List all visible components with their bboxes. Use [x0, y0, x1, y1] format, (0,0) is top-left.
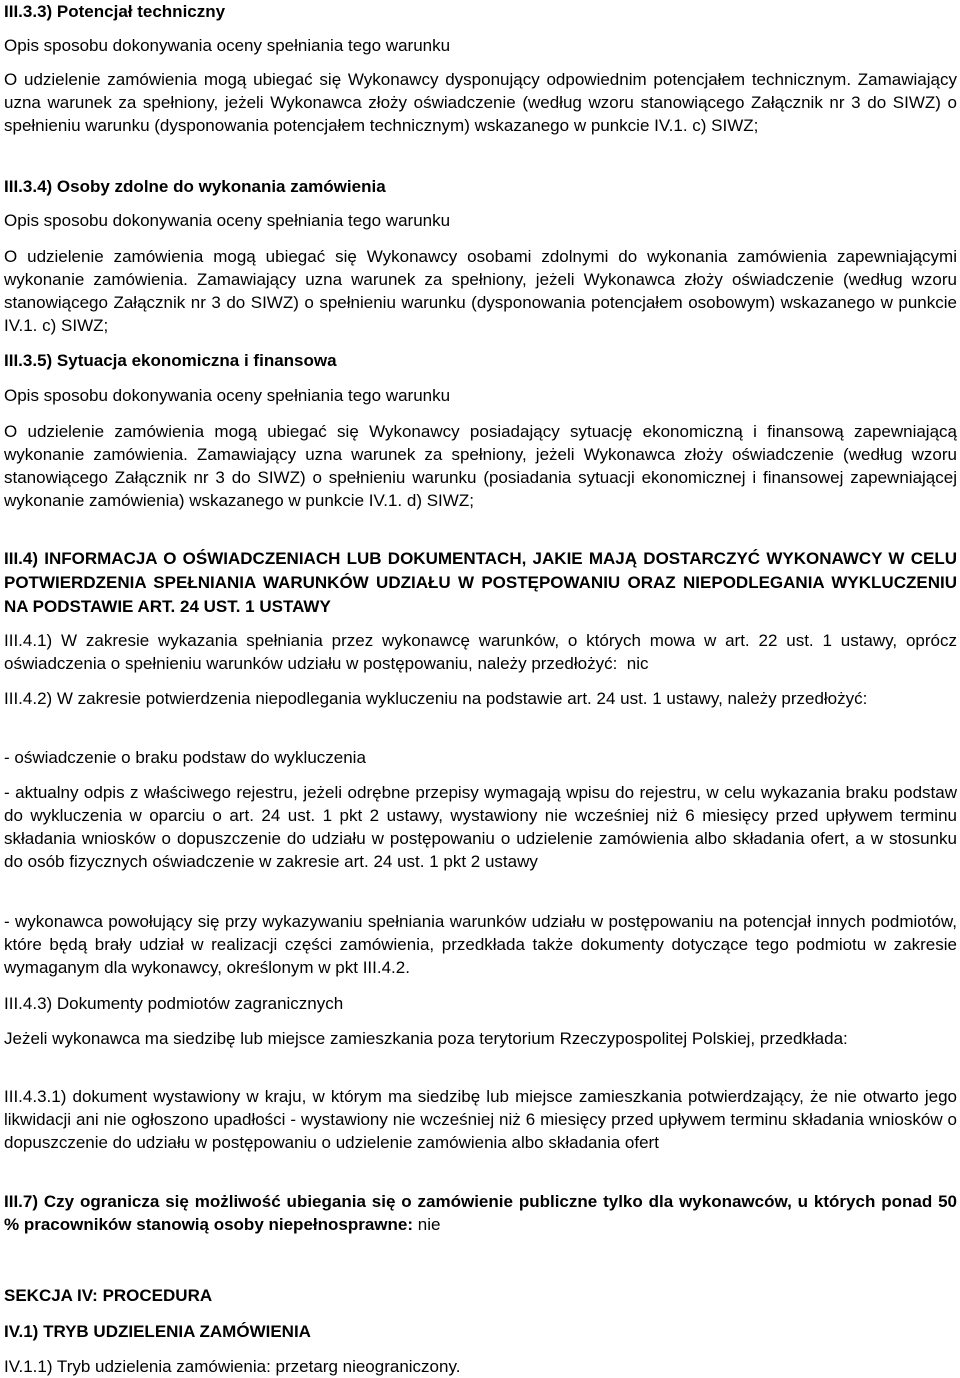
list-item: - wykonawca powołujący się przy wykazywaniu spełniania warunków udziału w postępowaniu na potencjał innych podmiotów, które będą brały udział w realizacji części zamówienia, przedkłada także dokumenty dotyczące tego podmiotu w zakresie wymaganym dla wykonawcy, określonym w pkt III.4.2. [4, 912, 957, 977]
section-body: O udzielenie zamówienia mogą ubiegać się Wykonawcy dysponujący odpowiednim potencjałem technicznym. Zamawiający uzna warunek za spełniony, jeżeli Wykonawca złoży oświadczenie (według wzoru stanowiącego Załącznik nr 3 do SIWZ) o spełnieniu warunku (dysponowania potencjałem technicznym) wskazanego w punkcie IV.1. c) SIWZ; [4, 70, 957, 135]
section-heading-iii-4: III.4) INFORMACJA O OŚWIADCZENIACH LUB DOKUMENTACH, JAKIE MAJĄ DOSTARCZYĆ WYKONAWCY W CELU POTWIERDZENIA SPEŁNIANIA WARUNKÓW UDZIAŁU W POSTĘPOWANIU ORAZ NIEPODLEGANIA WYKLUCZENIU NA PODSTAWIE ART. 24 UST. 1 USTAWY [4, 549, 957, 616]
section-heading-iii-3-3 [4, 0, 957, 23]
paragraph-iii-4-1: III.4.1) W zakresie wykazania spełniania przez wykonawcę warunków, o których mowa w art. 22 ust. 1 ustawy, oprócz oświadczenia o spełnieniu warunków udziału w postępowaniu, należy przedłożyć: nic [4, 631, 957, 673]
section-body: O udzielenie zamówienia mogą ubiegać się Wykonawcy posiadający sytuację ekonomiczną i finansową zapewniającą wykonanie zamówienia. Zamawiający uzna warunek za spełniony, jeżeli Wykonawca złoży oświadczenie (według wzoru stanowiącego Załącznik nr 3 do SIWZ) o spełnieniu warunku (posiadania sytuacji ekonomicznej i finansowej zapewniającej wykonanie zamówienia) wskazanego w punkcie IV.1. d) SIWZ; [4, 422, 957, 510]
section-title: Osoby zdolne do wykonania zamówienia [56, 177, 386, 196]
paragraph-iii-7: III.7) Czy ogranicza się możliwość ubiegania się o zamówienie publiczne tylko dla wykonawców, u których ponad 50 % pracowników stanowią osoby niepełnosprawne: nie [4, 1192, 957, 1234]
section-title: Potencjał techniczny [56, 2, 226, 21]
section-heading-iv-1: IV.1) TRYB UDZIELENIA ZAMÓWIENIA [4, 1322, 311, 1341]
section-number: III.3.3) [4, 2, 53, 21]
paragraph-iii-4-3: III.4.3) Dokumenty podmiotów zagranicznych [4, 994, 344, 1013]
paragraph-text: Jeżeli wykonawca ma siedzibę lub miejsce zamieszkania poza terytorium Rzeczypospolitej Polskiej, przedkłada: [4, 1029, 848, 1048]
paragraph-iii-4-2: III.4.2) W zakresie potwierdzenia niepodlegania wykluczeniu na podstawie art. 24 ust. 1 ustawy, należy przedłożyć: [4, 689, 868, 708]
section-body: O udzielenie zamówienia mogą ubiegać się Wykonawcy osobami zdolnymi do wykonania zamówienia zapewniającymi wykonanie zamówienia. Zamawiający uzna warunek za spełniony, jeżeli Wykonawca złoży oświadczenie (według wzoru stanowiącego Załącznik nr 3 do SIWZ) o spełnieniu warunku (dysponowania potencjałem osobowym) wskazanego w punkcie IV.1. c) SIWZ; [4, 247, 957, 335]
value-text: nie [417, 1215, 441, 1234]
paragraph-iii-4-3-1: III.4.3.1) dokument wystawiony w kraju, w którym ma siedzibę lub miejsce zamieszkania potwierdzający, że nie otwarto jego likwidacji ani nie ogłoszono upadłości - wystawiony nie wcześniej niż 6 miesięcy przed upływem terminu składania wniosków o dopuszczenie do udziału w postępowaniu o udzielenie zamówienia albo składania ofert [4, 1087, 957, 1152]
value-text: nic [626, 654, 649, 673]
list-item: - aktualny odpis z właściwego rejestru, jeżeli odrębne przepisy wymagają wpisu do rejestru, w celu wykazania braku podstaw do wykluczenia w oparciu o art. 24 ust. 1 pkt 2 ustawy, wystawiony nie wcześniej niż 6 miesięcy przed upływem terminu składania wniosków o dopuszczenie do udziału w postępowaniu o udzielenie zamówienia albo składania ofert, a w stosunku do osób fizycznych oświadczenie w zakresie art. 24 ust. 1 pkt 2 ustawy [4, 783, 957, 871]
section-heading-iii-3-4 [4, 175, 957, 198]
paragraph-iv-1-1: IV.1.1) Tryb udzielenia zamówienia: przetarg nieograniczony. [4, 1357, 461, 1376]
list-item: - oświadczenie o braku podstaw do wykluczenia [4, 748, 366, 767]
section-number: III.3.5) [4, 351, 53, 370]
section-number: III.3.4) [4, 177, 53, 196]
assessment-method-label: Opis sposobu dokonywania oceny spełniania tego warunku [4, 36, 451, 55]
value-text: przetarg nieograniczony. [275, 1357, 461, 1376]
section-heading-iii-3-5 [4, 349, 957, 372]
section-title: Sytuacja ekonomiczna i finansowa [56, 351, 337, 370]
assessment-method-label: Opis sposobu dokonywania oceny spełniania tego warunku [4, 211, 451, 230]
assessment-method-label: Opis sposobu dokonywania oceny spełniania tego warunku [4, 386, 451, 405]
section-heading-sekcja-iv: SEKCJA IV: PROCEDURA [4, 1286, 213, 1305]
